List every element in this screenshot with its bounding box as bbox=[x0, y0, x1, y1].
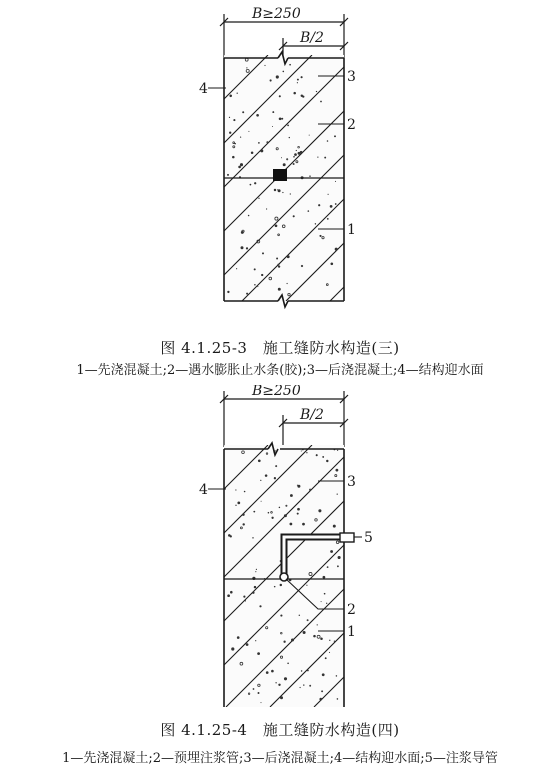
callout-3: 3 bbox=[347, 69, 356, 85]
figure-construction-joint-3 bbox=[0, 0, 560, 378]
dimension-full-label: B≥250 bbox=[252, 385, 301, 399]
joint-drawing-3 bbox=[0, 0, 560, 335]
figure-legend: 1—先浇混凝土;2—遇水膨胀止水条(胶);3—后浇混凝土;4—结构迎水面 bbox=[76, 363, 484, 378]
water-swelling-strip bbox=[273, 169, 287, 181]
dimension-half-label: B/2 bbox=[300, 30, 324, 46]
callout-2: 2 bbox=[347, 602, 356, 618]
dimension-half-label: B/2 bbox=[300, 407, 324, 423]
callout-1: 1 bbox=[347, 222, 356, 238]
callout-2: 2 bbox=[347, 117, 356, 133]
callout-4: 4 bbox=[199, 81, 208, 97]
joint-drawing-4 bbox=[0, 385, 560, 715]
figure-caption: 图 4.1.25-4 施工缝防水构造(四) bbox=[160, 721, 400, 739]
figure-construction-joint-4 bbox=[0, 385, 560, 777]
callout-4: 4 bbox=[199, 482, 208, 498]
callout-5: 5 bbox=[364, 530, 373, 546]
dimension-full-label: B≥250 bbox=[252, 6, 301, 22]
callout-3: 3 bbox=[347, 474, 356, 490]
dimension-lines bbox=[220, 391, 348, 447]
grout-tube-end bbox=[340, 533, 354, 542]
figure-caption: 图 4.1.25-3 施工缝防水构造(三) bbox=[160, 339, 400, 357]
callout-1: 1 bbox=[347, 624, 356, 640]
figure-legend: 1—先浇混凝土;2—预埋注浆管;3—后浇混凝土;4—结构迎水面;5—注浆导管 bbox=[62, 751, 498, 766]
